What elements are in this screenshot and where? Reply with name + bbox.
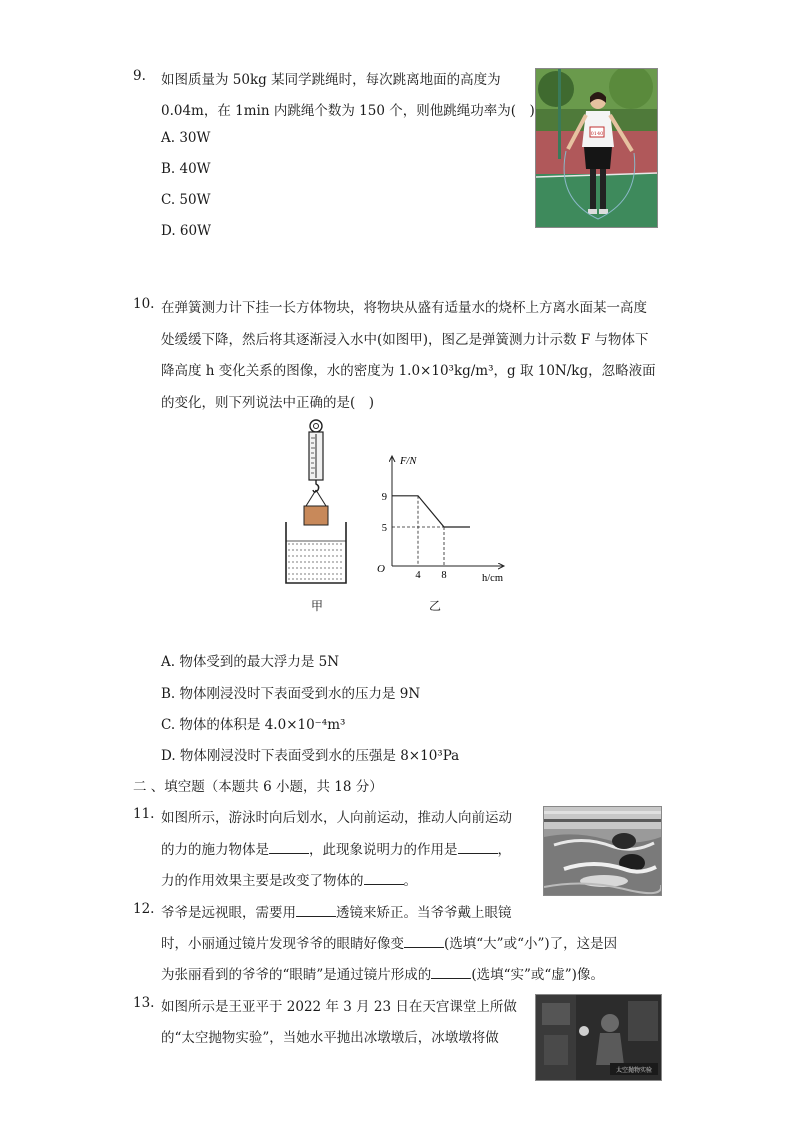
figure-jia-label: 甲	[311, 599, 324, 613]
x-axis-label: h/cm	[482, 573, 503, 584]
question-10-option-c: C. 物体的体积是 4.0×10⁻⁴m³	[161, 717, 346, 733]
space-experiment-photo	[535, 994, 662, 1081]
origin-label: O	[377, 563, 385, 575]
y-axis-label: F/N	[400, 456, 417, 467]
question-9-text-line1: 如图质量为 50kg 某同学跳绳时，每次跳离地面的高度为	[161, 72, 501, 88]
figure-jia-spring-scale	[280, 418, 352, 588]
question-9-option-a: A. 30W	[161, 130, 211, 146]
photo-caption: 太空抛物实验	[615, 1067, 653, 1074]
force-series-line	[392, 496, 470, 527]
question-10-text-line3: 降高度 h 变化关系的图像，水的密度为 1.0×10³kg/m³，g 取 10N/kg，忽略液面	[161, 363, 656, 379]
swimming-photo	[543, 806, 662, 896]
question-11-number: 11.	[133, 806, 155, 822]
q12-blank-2[interactable]	[404, 935, 444, 948]
question-9-number: 9.	[133, 68, 146, 84]
x-tick-label-8: 8	[441, 570, 447, 581]
q11-line3-part-a: 力的作用效果主要是改变了物体的	[161, 873, 364, 889]
question-12-text-line1	[161, 901, 512, 921]
question-10-option-b: B. 物体刚浸没时下表面受到水的压力是 9N	[161, 686, 421, 702]
question-10-text-line2: 处缓缓下降，然后将其逐渐浸入水中(如图甲)，图乙是弹簧测力计示数 F 与物体下	[161, 332, 649, 348]
q12-line1-part-b: 透镜来矫正。当爷爷戴上眼镜	[336, 905, 512, 921]
question-9-option-d: D. 60W	[161, 223, 211, 239]
question-13-text-line2: 的“太空抛物实验”，当她水平抛出冰墩墩后，冰墩墩将做	[161, 1030, 499, 1046]
question-10-text-line4: 的变化，则下列说法中正确的是( )	[161, 395, 375, 411]
q12-blank-3[interactable]	[431, 966, 471, 979]
q11-line2-part-b: ，此现象说明力的作用是	[309, 842, 458, 858]
q11-blank-3[interactable]	[364, 872, 404, 885]
q12-line3-part-b: (选填“实”或“虚”)像。	[471, 967, 604, 983]
y-tick-label-5: 5	[381, 523, 387, 534]
question-10-text-line1: 在弹簧测力计下挂一长方体物块，将物块从盛有适量水的烧杯上方离水面某一高度	[161, 300, 647, 316]
q11-line3-part-b: 。	[403, 873, 417, 889]
question-11-text-line2	[161, 838, 511, 858]
question-12-text-line2	[161, 932, 617, 952]
q12-blank-1[interactable]	[296, 904, 336, 917]
bib-number: 0140	[590, 131, 604, 137]
question-9-option-c: C. 50W	[161, 192, 211, 208]
question-9-option-b: B. 40W	[161, 161, 211, 177]
q12-line2-part-b: (选填“大”或“小”)了，这是因	[444, 936, 618, 952]
question-11-text-line3	[161, 869, 417, 889]
q11-line2-part-c: ，	[497, 842, 511, 858]
q12-line3-part-a: 为张丽看到的爷爷的“眼睛”是通过镜片形成的	[161, 967, 432, 983]
question-10-option-d: D. 物体刚浸没时下表面受到水的压强是 8×10³Pa	[161, 748, 460, 764]
rope-jumping-photo	[535, 68, 658, 228]
q11-line2-part-a: 的力的施力物体是	[161, 842, 269, 858]
force-height-chart	[372, 450, 514, 588]
x-tick-label-4: 4	[415, 570, 421, 581]
question-10-option-a: A. 物体受到的最大浮力是 5N	[161, 654, 340, 670]
question-13-text-line1: 如图所示是王亚平于 2022 年 3 月 23 日在天宫课堂上所做	[161, 999, 517, 1015]
question-12-number: 12.	[133, 901, 155, 917]
figure-yi-graph	[372, 450, 514, 588]
q12-line1-part-a: 爷爷是远视眼，需要用	[161, 905, 296, 921]
q11-blank-2[interactable]	[458, 841, 498, 854]
q11-blank-1[interactable]	[269, 841, 309, 854]
question-10-number: 10.	[133, 296, 155, 312]
question-9-text-line2: 0.04m，在 1min 内跳绳个数为 150 个，则他跳绳功率为( )	[161, 103, 535, 119]
y-tick-label-9: 9	[381, 491, 387, 503]
question-13-number: 13.	[133, 995, 155, 1011]
question-11-text-line1: 如图所示，游泳时向后划水，人向前运动，推动人向前运动	[161, 810, 512, 826]
section-2-heading: 二 、填空题（本题共 6 小题，共 18 分）	[133, 779, 383, 795]
question-12-text-line3	[161, 963, 604, 983]
q12-line2-part-a: 时，小丽通过镜片发现爷爷的眼睛好像变	[161, 936, 404, 952]
figure-yi-label: 乙	[429, 599, 442, 613]
